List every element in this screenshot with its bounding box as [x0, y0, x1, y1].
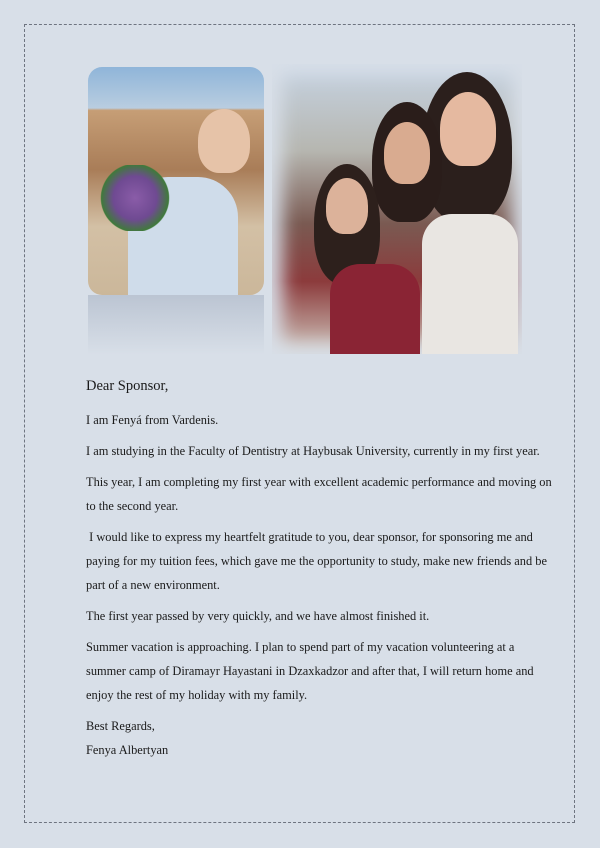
- paragraph-progress: This year, I am completing my first year with excellent academic performance and moving on to the second year.: [86, 475, 552, 513]
- paragraph-vacation: Summer vacation is approaching. I plan to spend part of my vacation volunteering at a summer camp of Diramayr Hayastani in Dzaxkadzor and after that, I will return home and enjoy the rest of my holiday with my family.: [86, 640, 534, 702]
- group-selfie-photo: [272, 64, 522, 354]
- paragraph-first-year: The first year passed by very quickly, and we have almost finished it.: [86, 609, 430, 623]
- face-shape: [198, 109, 250, 173]
- face-middle: [384, 122, 430, 184]
- student-photo-with-flowers: [88, 67, 264, 295]
- photo-reflection: [88, 295, 264, 355]
- closing: Best Regards,: [86, 719, 155, 733]
- red-coat: [330, 264, 420, 354]
- letter-body: [86, 374, 556, 762]
- paragraph-intro: I am Fenyá from Vardenis.: [86, 413, 219, 427]
- white-coat: [422, 214, 518, 354]
- signature: Fenya Albertyan: [86, 743, 169, 757]
- face-left: [326, 178, 368, 234]
- salutation: Dear Sponsor,: [86, 378, 169, 394]
- paragraph-studies: I am studying in the Faculty of Dentistry at Haybusak University, currently in my first year.: [86, 444, 540, 458]
- face-right: [440, 92, 496, 166]
- lilac-bouquet: [100, 165, 170, 231]
- paragraph-gratitude: I would like to express my heartfelt gratitude to you, dear sponsor, for sponsoring me and paying for my tuition fees, which gave me the opportunity to study, make new friends and be part of a new environment.: [86, 530, 551, 592]
